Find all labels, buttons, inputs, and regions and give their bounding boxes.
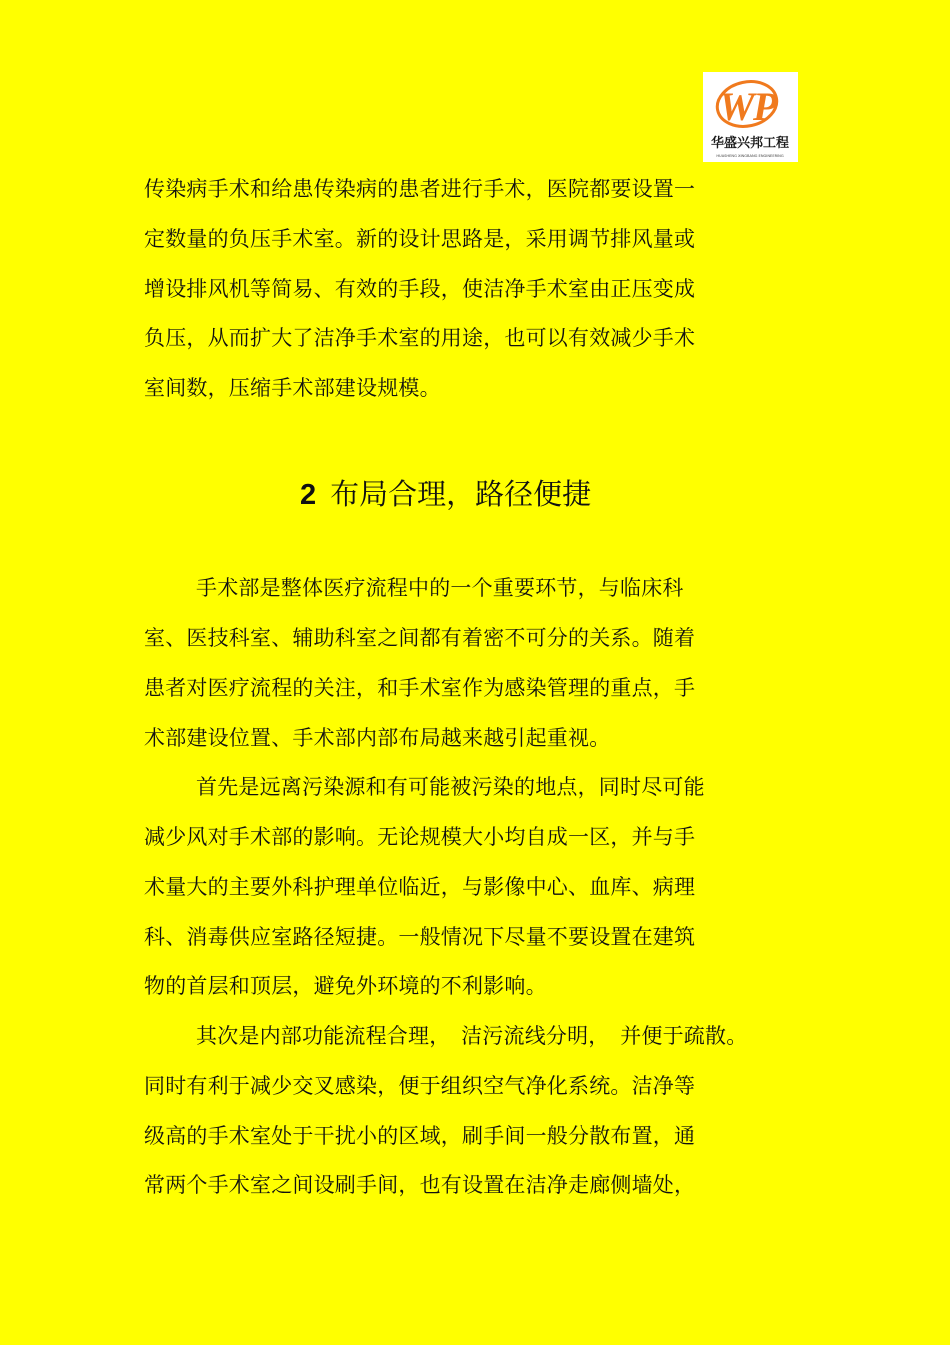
text-line: 术部建设位置、手术部内部布局越来越引起重视。 [144, 726, 611, 750]
company-logo [703, 72, 798, 162]
text-line: 患者对医疗流程的关注，和手术室作为感染管理的重点，手 [144, 676, 696, 700]
svg-text:HUASHENG XINGBANG ENGINEERING: HUASHENG XINGBANG ENGINEERING [716, 154, 784, 158]
text-line: 负压，从而扩大了洁净手术室的用途，也可以有效减少手术 [144, 326, 696, 350]
text-line: 物的首层和顶层，避免外环境的不利影响。 [144, 974, 547, 998]
text-line: 手术部是整体医疗流程中的一个重要环节，与临床科 [196, 576, 684, 600]
text-line: 室间数，压缩手术部建设规模。 [144, 376, 441, 400]
section-number: 2 [300, 479, 317, 511]
text-line: 其次是内部功能流程合理， 洁污流线分明， 并便于疏散。 [196, 1024, 748, 1048]
text-line: 级高的手术室处于干扰小的区域，刷手间一般分散布置，通 [144, 1124, 696, 1148]
svg-text:P: P [753, 84, 778, 129]
text-line: 增设排风机等简易、有效的手段，使洁净手术室由正压变成 [144, 277, 696, 301]
svg-text:W: W [719, 84, 755, 129]
text-line: 同时有利于减少交叉感染，便于组织空气净化系统。洁净等 [144, 1074, 696, 1098]
wp-logo-icon [703, 72, 798, 162]
section-title: 布局合理，路径便捷 [330, 477, 592, 511]
text-line: 减少风对手术部的影响。无论规模大小均自成一区，并与手 [144, 825, 696, 849]
text-line: 传染病手术和给患传染病的患者进行手术，医院都要设置一 [144, 177, 696, 201]
text-line: 科、消毒供应室路径短捷。一般情况下尽量不要设置在建筑 [144, 925, 696, 949]
svg-text:华盛兴邦工程: 华盛兴邦工程 [710, 136, 790, 151]
text-line: 术量大的主要外科护理单位临近，与影像中心、血库、病理 [144, 875, 696, 899]
text-line: 定数量的负压手术室。新的设计思路是，采用调节排风量或 [144, 227, 696, 251]
text-line: 室、医技科室、辅助科室之间都有着密不可分的关系。随着 [144, 626, 696, 650]
section-heading [300, 476, 591, 513]
text-line: 常两个手术室之间设刷手间，也有设置在洁净走廊侧墙处， [144, 1173, 696, 1197]
text-line: 首先是远离污染源和有可能被污染的地点，同时尽可能 [196, 775, 705, 799]
